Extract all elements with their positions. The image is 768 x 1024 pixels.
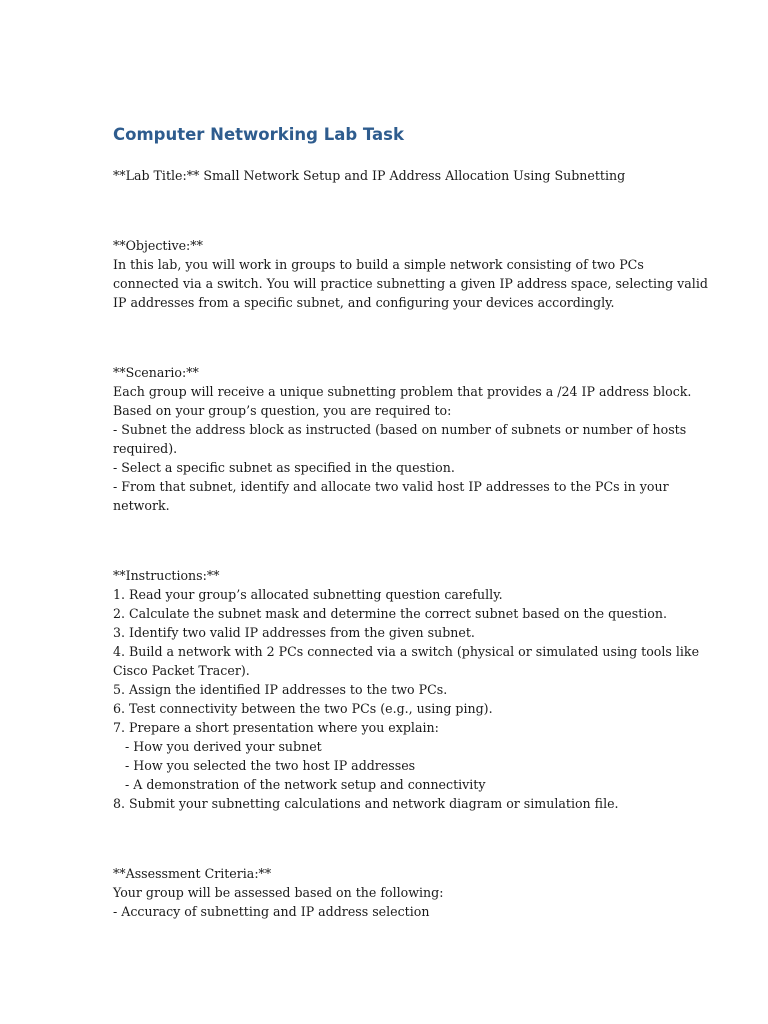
instruction-line: - How you selected the two host IP addresses	[113, 758, 416, 773]
instruction-line: 6. Test connectivity between the two PCs (e.g., using ping).	[113, 701, 493, 716]
scenario-heading: **Scenario:**	[113, 365, 199, 380]
scenario-line: - From that subnet, identify and allocate two valid host IP addresses to the PCs in your	[113, 479, 669, 494]
instructions-heading: **Instructions:**	[113, 568, 220, 583]
objective-line: In this lab, you will work in groups to build a simple network consisting of two PCs	[113, 257, 644, 272]
assessment-heading: **Assessment Criteria:**	[113, 866, 272, 881]
instruction-line: 2. Calculate the subnet mask and determine the correct subnet based on the question.	[113, 606, 668, 621]
scenario-line: network.	[113, 498, 170, 513]
assessment-section	[113, 864, 713, 921]
objective-line: IP addresses from a specific subnet, and configuring your devices accordingly.	[113, 295, 615, 310]
instruction-line: 8. Submit your subnetting calculations and network diagram or simulation file.	[113, 796, 619, 811]
instruction-line: 5. Assign the identified IP addresses to the two PCs.	[113, 682, 448, 697]
document-body	[113, 124, 713, 921]
instruction-line: 4. Build a network with 2 PCs connected via a switch (physical or simulated using tools like	[113, 644, 700, 659]
scenario-section	[113, 363, 713, 515]
objective-section	[113, 236, 713, 312]
instruction-line: 1. Read your group’s allocated subnetting question carefully.	[113, 587, 503, 602]
instruction-line: 3. Identify two valid IP addresses from the given subnet.	[113, 625, 475, 640]
instruction-line: - A demonstration of the network setup and connectivity	[113, 777, 486, 792]
instruction-line: - How you derived your subnet	[113, 739, 322, 754]
scenario-line: - Subnet the address block as instructed (based on number of subnets or number of hosts	[113, 422, 687, 437]
instructions-section	[113, 566, 713, 813]
assessment-line: - Accuracy of subnetting and IP address selection	[113, 904, 430, 919]
objective-heading: **Objective:**	[113, 238, 203, 253]
instruction-line: Cisco Packet Tracer).	[113, 663, 250, 678]
lab-title-line: **Lab Title:** Small Network Setup and IP Address Allocation Using Subnetting	[113, 168, 626, 183]
document-title: Computer Networking Lab Task	[113, 125, 404, 144]
scenario-line: Each group will receive a unique subnetting problem that provides a /24 IP address block.	[113, 384, 692, 399]
scenario-line: - Select a specific subnet as specified in the question.	[113, 460, 455, 475]
objective-line: connected via a switch. You will practice subnetting a given IP address space, selecting valid	[113, 276, 708, 291]
instruction-line: 7. Prepare a short presentation where you explain:	[113, 720, 439, 735]
assessment-line: Your group will be assessed based on the following:	[113, 885, 444, 900]
scenario-line: Based on your group’s question, you are required to:	[113, 403, 452, 418]
scenario-line: required).	[113, 441, 178, 456]
